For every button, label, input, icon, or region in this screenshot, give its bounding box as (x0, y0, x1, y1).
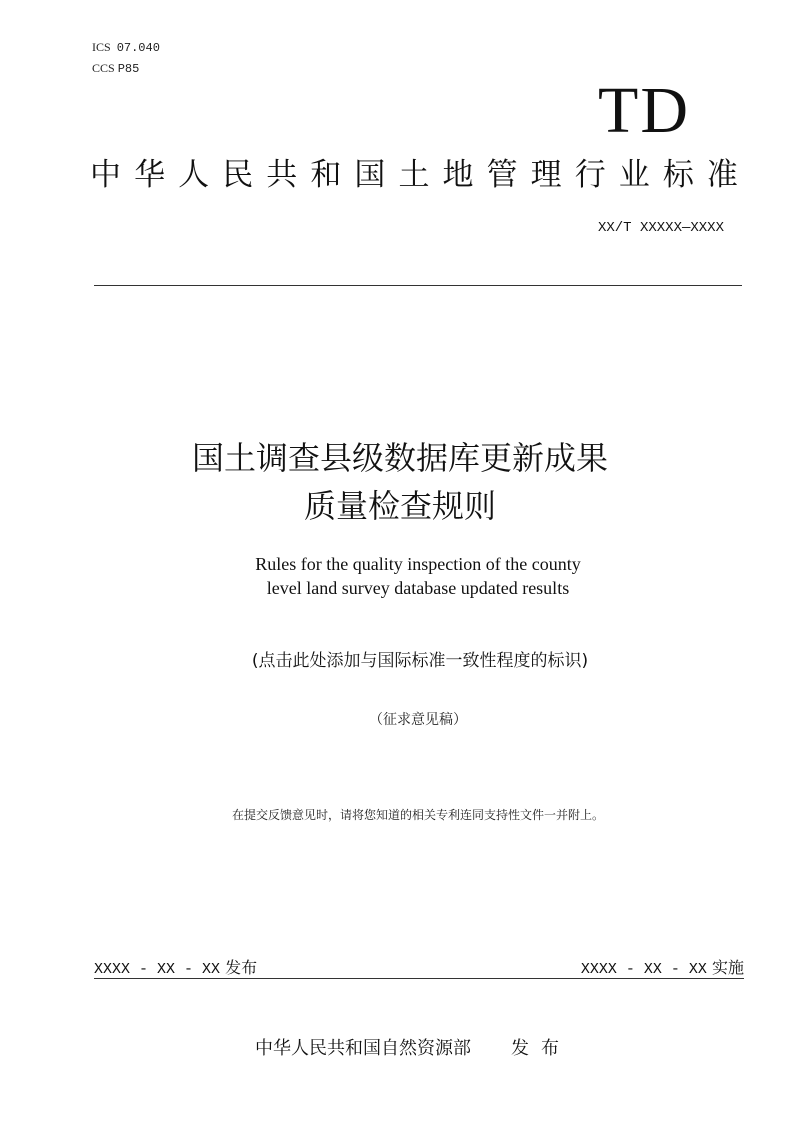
org-char: 业 (618, 157, 650, 193)
bottom-divider (94, 978, 744, 979)
org-char: 人 (178, 157, 210, 193)
standard-code: XX/T XXXXX—XXXX (597, 220, 724, 236)
title-english-line2: level land survey database updated results (266, 578, 570, 598)
org-char: 准 (706, 157, 738, 193)
issuer-name: 中华人民共和国自然资源部 (255, 1038, 471, 1059)
implement-label: 实施 (711, 958, 744, 977)
ics-code: 07.040 (116, 41, 160, 55)
org-char: 标 (662, 157, 694, 193)
title-chinese-line2: 质量检查规则 (303, 487, 496, 525)
org-char: 土 (398, 157, 430, 193)
implement-date: XXXX - XX - XX (580, 961, 707, 978)
title-chinese-line1: 国土调查县级数据库更新成果 (191, 439, 608, 477)
top-divider (94, 285, 742, 286)
td-logo: TD (598, 74, 690, 147)
org-char: 民 (222, 157, 254, 193)
ics-line (92, 40, 160, 55)
publish-date-block (94, 955, 257, 978)
issuer-action: 发布 (511, 1038, 571, 1059)
org-char: 国 (354, 157, 386, 193)
publish-date: XXXX - XX - XX (94, 961, 221, 978)
org-char: 和 (310, 157, 342, 193)
patent-notice: 在提交反馈意见时，请将您知道的相关专利连同支持性文件一并附上。 (231, 808, 604, 822)
issuer-line (255, 1034, 571, 1060)
org-char: 行 (574, 157, 606, 193)
date-row (94, 955, 744, 978)
ccs-line (92, 61, 139, 76)
ccs-label: CCS (92, 61, 115, 75)
org-char: 管 (486, 157, 518, 193)
ccs-code: P85 (117, 62, 140, 76)
org-char: 地 (442, 157, 474, 193)
implement-date-block (581, 955, 744, 978)
org-char: 中 (90, 157, 121, 193)
org-char: 理 (530, 157, 562, 193)
standard-organization (90, 157, 738, 193)
org-char: 华 (134, 157, 166, 193)
draft-status: （征求意见稿） (369, 712, 467, 728)
title-english-line1: Rules for the quality inspection of the county (255, 554, 581, 574)
ics-label: ICS (92, 40, 111, 54)
consistency-placeholder[interactable]: (点击此处添加与国际标准一致性程度的标识) (251, 651, 589, 671)
publish-label: 发布 (225, 958, 258, 977)
org-char: 共 (266, 157, 298, 193)
